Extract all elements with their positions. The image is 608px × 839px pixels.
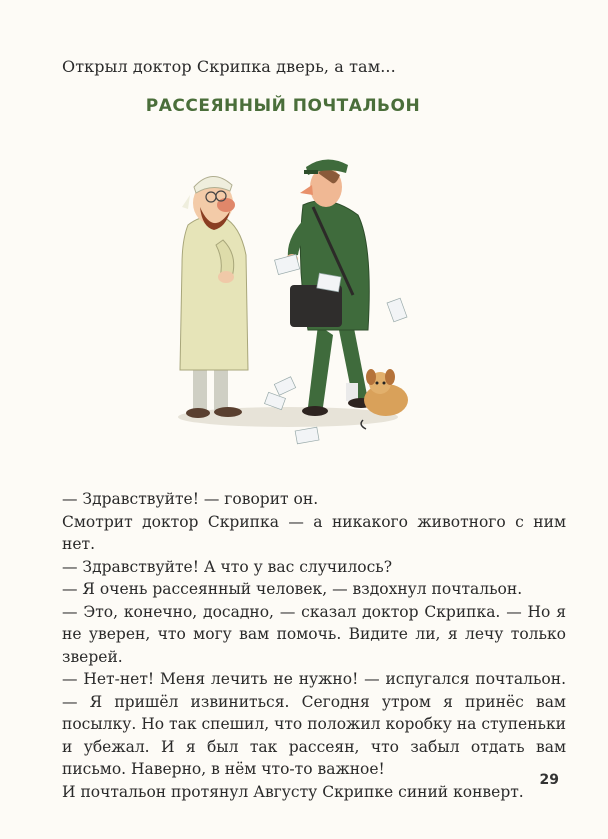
paragraph: — Нет-нет! Меня лечить не нужно! — испугался почтальон. — Я пришёл извиниться. Сегодня утром я принёс вам посылку. Но так спешил, что положил коробку на ступеньки и убежал. И я был так рассеян, что забыл отдать вам письмо. Наверно, в нём что-то важное! — [62, 670, 566, 778]
paragraph: — Здравствуйте! — говорит он. — [62, 490, 319, 508]
intro-line: Открыл доктор Скрипка дверь, а там... — [62, 57, 396, 76]
paragraph: Смотрит доктор Скрипка — а никакого животного с ним нет. — [62, 512, 566, 553]
page-number: 29 — [539, 772, 559, 788]
paragraph: — Здравствуйте! А что у вас случилось? — [62, 557, 393, 576]
illustration-doctor-and-postman — [168, 145, 433, 455]
paragraph: — Я очень рассеянный человек, — вздохнул почтальон. — [62, 580, 523, 598]
chapter-title: РАССЕЯННЫЙ ПОЧТАЛЬОН — [145, 96, 421, 116]
ground-shadow — [178, 407, 398, 427]
paragraph: И почтальон протянул Августу Скрипке синий конверт. — [62, 782, 524, 801]
story-text — [62, 488, 566, 803]
doctor-figure — [180, 176, 248, 418]
paragraph: — Это, конечно, досадно, — сказал доктор Скрипка. — Но я не уверен, что могу вам помочь. Видите ли, я лечу только зверей. — [62, 602, 566, 666]
